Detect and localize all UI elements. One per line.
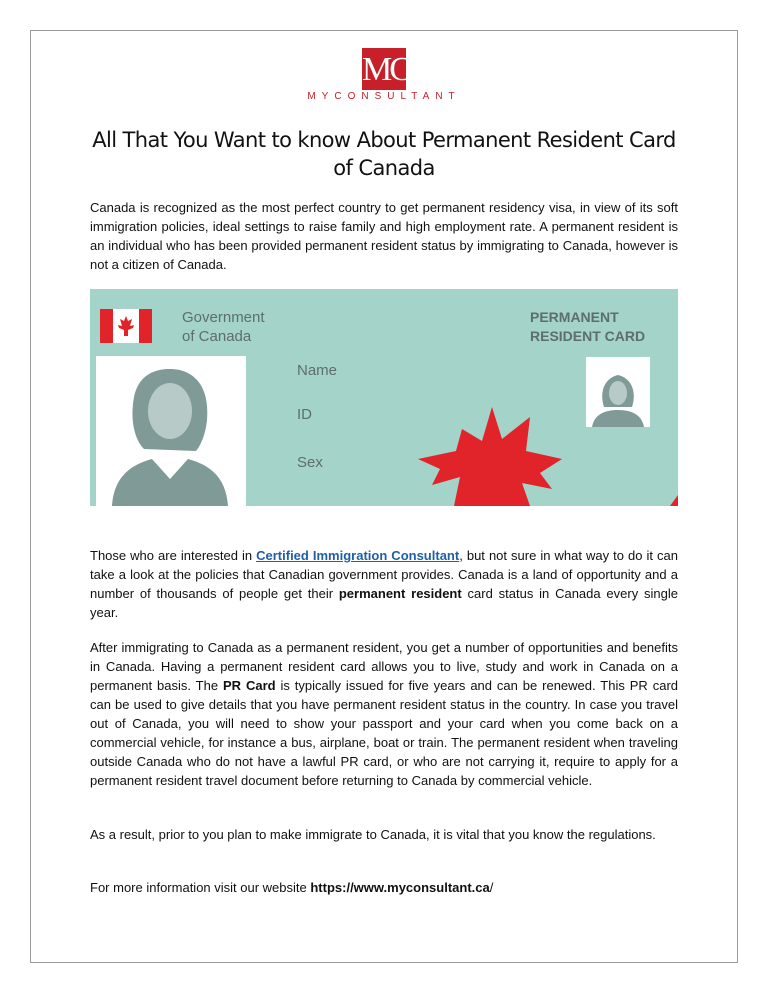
- small-portrait-photo: [586, 357, 650, 427]
- gov-line2: of Canada: [182, 328, 252, 345]
- p2-bold: permanent resident: [338, 586, 462, 601]
- card-title-line2: RESIDENT CARD: [530, 328, 646, 344]
- card-title-line1: PERMANENT: [530, 309, 619, 325]
- logo-name: MYCONSULTANT: [307, 91, 461, 102]
- canada-flag-icon: [100, 309, 152, 343]
- pr-card-image: [90, 289, 678, 506]
- website-url-link[interactable]: https://www.myconsultant.ca: [310, 880, 490, 895]
- p2-text-3: card status in Canada every single year.: [90, 586, 678, 620]
- certified-consultant-link[interactable]: Certified Immigration Consultant: [256, 548, 460, 563]
- p2-text-2: , but not sure in what way to do it can take a look at the policies that Canadian government provides. Canada is a land of opportunity and a number of thousands of people get their: [90, 548, 678, 601]
- p5-text: For more information visit our website: [90, 880, 311, 895]
- p3-bold: PR Card: [223, 678, 276, 693]
- paragraph-website: [90, 878, 678, 897]
- p3-text-1: After immigrating to Canada as a permanent resident, you get a number of opportunities and benefits in Canada. Having a permanent resident card allows you to live, study and work in Canada on a permanent basis. The: [90, 640, 678, 693]
- page-title: All That You Want to know About Permanent Resident Card of Canada: [92, 128, 676, 180]
- p2-text-1: Those who are interested in: [90, 548, 257, 563]
- card-field-id: ID: [297, 406, 312, 423]
- card-field-sex: Sex: [297, 454, 323, 471]
- card-field-name: Name: [297, 362, 338, 379]
- logo: [0, 48, 768, 102]
- gov-line1: Government: [182, 309, 265, 326]
- logo-mark: MC: [362, 48, 406, 90]
- p3-text-2: is typically issued for five years and can be renewed. This PR card can be used to give details that you have permanent resident status in the country. In case you travel out of Canada, you will need to show your passport and your card when you come back on a commercial vehicle, for instance a bus, airplane, boat or train. The permanent resident when traveling outside Canada who do not have a lawful PR card, or who are not carrying it, require to apply for a permanent resident travel document before returning to Canada by commercial vehicle.: [90, 678, 679, 788]
- paragraph-consultant: [90, 546, 678, 622]
- paragraph-benefits: [90, 638, 678, 790]
- intro-paragraph: Canada is recognized as the most perfect country to get permanent residency visa, in view of its soft immigration policies, ideal settings to raise family and high employment rate. A permanent resident is an individual who has been provided permanent resident status by immigrating to Canada, however is not a citizen of Canada.: [90, 200, 678, 272]
- portrait-photo: [96, 356, 246, 506]
- paragraph-regulations: As a result, prior to you plan to make immigrate to Canada, it is vital that you know the regulations.: [90, 827, 656, 842]
- p5-end: /: [489, 880, 494, 895]
